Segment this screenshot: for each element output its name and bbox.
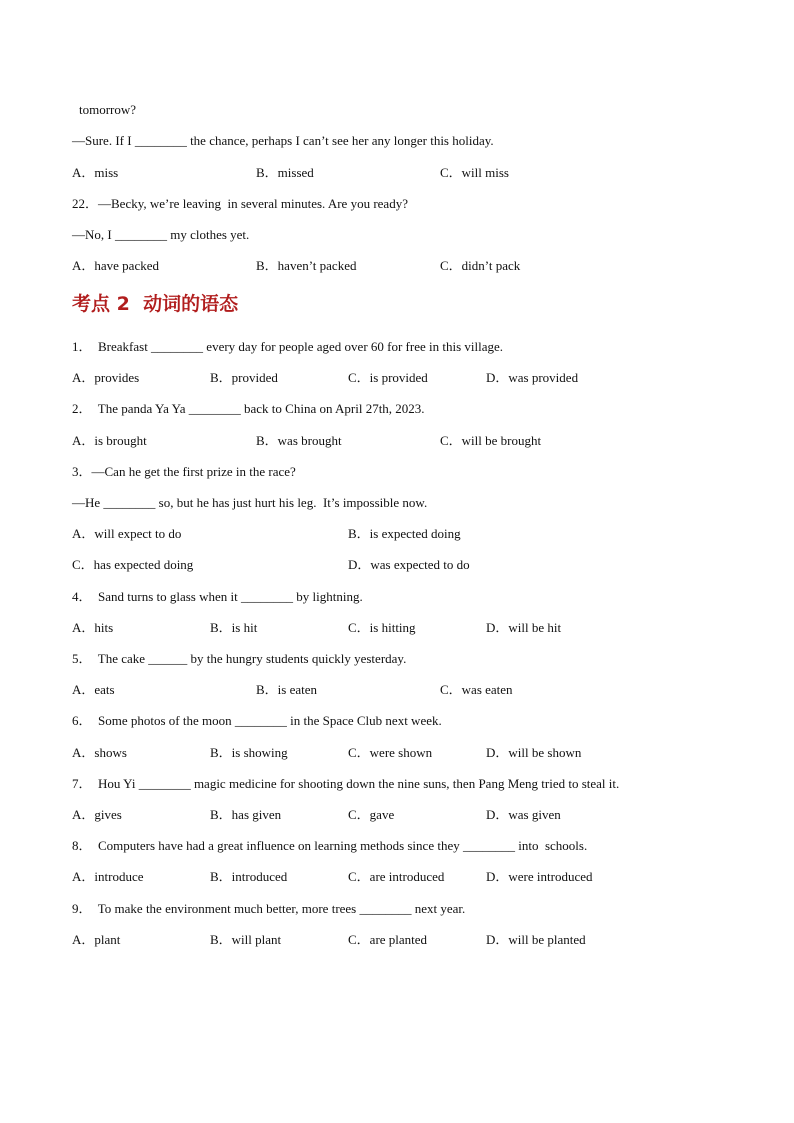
option-d: D．will be hit (486, 620, 562, 635)
question-stem: 6． Some photos of the moon ________ in the Space Club next week. (72, 713, 442, 728)
option-b: B．is showing (210, 745, 288, 760)
option-d: D．will be planted (486, 932, 586, 947)
option-c: C．is provided (348, 370, 428, 385)
question-reply: —No, I ________ my clothes yet. (72, 227, 250, 242)
option-b: B．is eaten (256, 682, 318, 697)
option-b: B．is hit (210, 620, 258, 635)
question-stem: 5． The cake ______ by the hungry students quickly yesterday. (72, 651, 407, 666)
option-a: A．will expect to do (72, 526, 182, 541)
option-b: B．missed (256, 165, 314, 180)
question-continuation: tomorrow? (79, 102, 137, 117)
option-d: D．was given (486, 807, 561, 822)
section-title: 考点 2 动词的语态 (72, 293, 239, 315)
option-d: D．were introduced (486, 869, 593, 884)
question-stem: 2． The panda Ya Ya ________ back to China on April 27th, 2023. (72, 401, 425, 416)
option-a: A．miss (72, 165, 119, 180)
option-d: D．will be shown (486, 745, 582, 760)
option-c: C．didn’t pack (440, 258, 521, 273)
option-a: A．introduce (72, 869, 144, 884)
option-c: C．will be brought (440, 433, 542, 448)
option-a: A．shows (72, 745, 127, 760)
option-a: A．provides (72, 370, 140, 385)
option-a: A．gives (72, 807, 122, 822)
question-stem: 4． Sand turns to glass when it ________ by lightning. (72, 589, 363, 604)
option-c: C．gave (348, 807, 395, 822)
option-c: C．were shown (348, 745, 433, 760)
option-c: C．are introduced (348, 869, 445, 884)
option-b: B．provided (210, 370, 278, 385)
option-b: B．introduced (210, 869, 288, 884)
option-b: B．was brought (256, 433, 342, 448)
option-a: A．is brought (72, 433, 147, 448)
option-d: D．was expected to do (348, 557, 470, 572)
option-c: C．has expected doing (72, 557, 194, 572)
question-reply: —Sure. If I ________ the chance, perhaps I can’t see her any longer this holiday. (72, 133, 494, 148)
question-stem: 3．—Can he get the first prize in the race? (72, 464, 296, 479)
option-a: A．hits (72, 620, 114, 635)
option-a: A．have packed (72, 258, 159, 273)
option-d: D．was provided (486, 370, 579, 385)
option-c: C．is hitting (348, 620, 416, 635)
question-stem: 8． Computers have had a great influence on learning methods since they ________ into schools. (72, 838, 588, 853)
option-c: C．will miss (440, 165, 509, 180)
option-a: A．plant (72, 932, 121, 947)
question-stem: 22．—Becky, we’re leaving in several minutes. Are you ready? (72, 196, 408, 211)
question-stem: 7． Hou Yi ________ magic medicine for shooting down the nine suns, then Pang Meng tried to steal it. (72, 776, 620, 791)
question-stem: 1． Breakfast ________ every day for people aged over 60 for free in this village. (72, 339, 504, 354)
option-b: B．has given (210, 807, 282, 822)
option-b: B．will plant (210, 932, 282, 947)
question-stem: 9． To make the environment much better, more trees ________ next year. (72, 901, 466, 916)
option-b: B．is expected doing (348, 526, 461, 541)
question-reply: —He ________ so, but he has just hurt his leg. It’s impossible now. (72, 495, 428, 510)
option-b: B．haven’t packed (256, 258, 357, 273)
option-c: C．are planted (348, 932, 428, 947)
option-c: C．was eaten (440, 682, 513, 697)
option-a: A．eats (72, 682, 115, 697)
